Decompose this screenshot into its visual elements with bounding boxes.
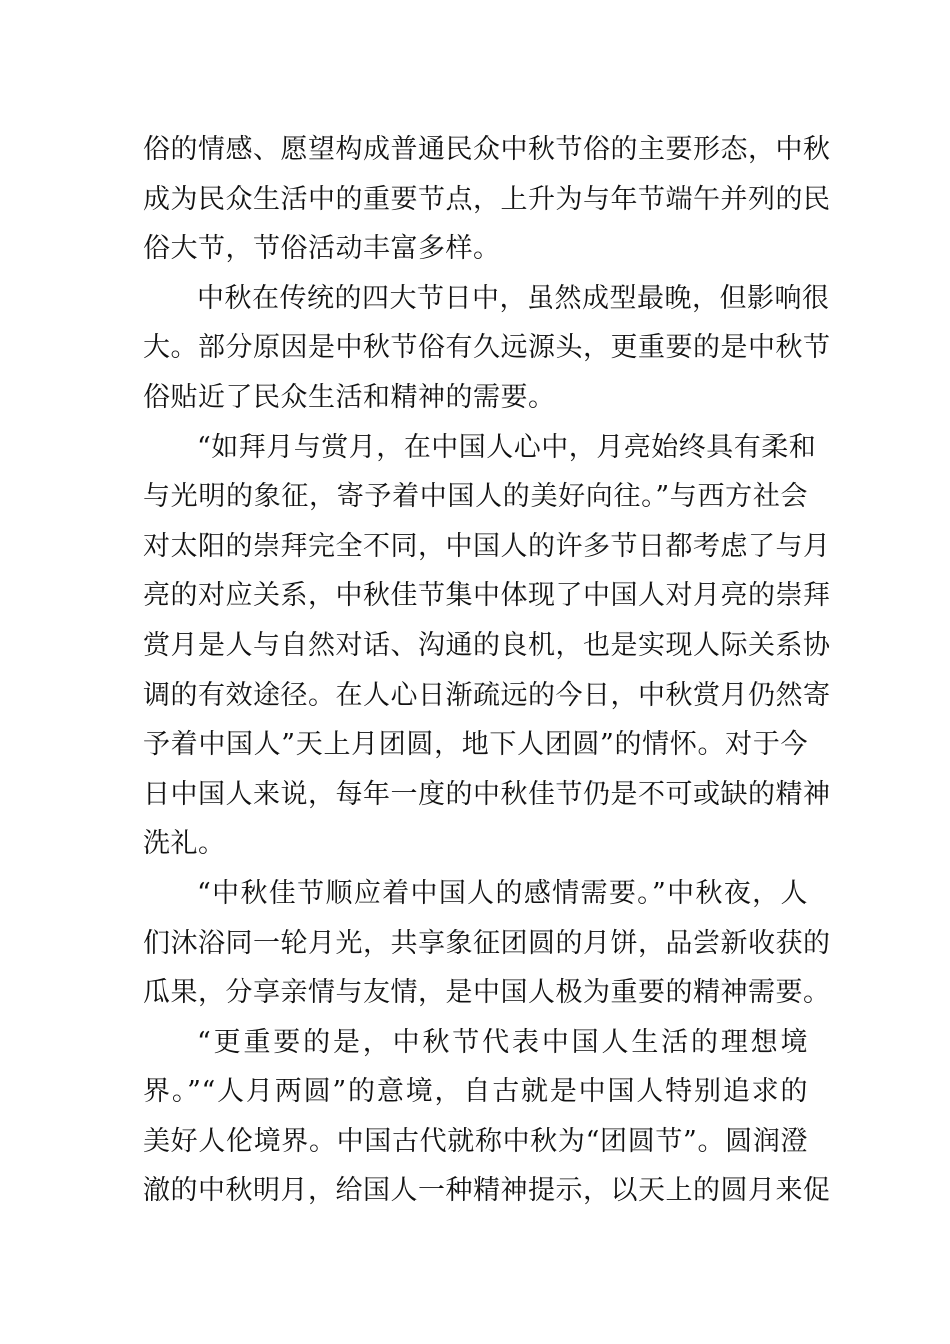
text-line: 美好人伦境界。中国古代就称中秋为“团圆节”。圆润澄 xyxy=(143,1125,808,1157)
text-line: “中秋佳节顺应着中国人的感情需要。”中秋夜，人 xyxy=(197,877,808,909)
paragraph xyxy=(143,869,831,1018)
text-line: 澈的中秋明月，给国人一种精神提示，以天上的圆月来促 xyxy=(143,1175,831,1207)
text-line: 俗贴近了民众生活和精神的需要。 xyxy=(143,381,556,413)
text-line: 予着中国人”天上月团圆，地下人团圆”的情怀。对于今 xyxy=(143,729,808,761)
text-line: “如拜月与赏月，在中国人心中，月亮始终具有柔和 xyxy=(197,431,817,463)
text-line: 亮的对应关系，中秋佳节集中体现了中国人对月亮的崇拜 xyxy=(143,580,831,612)
text-line: 洗礼。 xyxy=(143,828,226,860)
text-line: 成为民众生活中的重要节点，上升为与年节端午并列的民 xyxy=(143,183,831,215)
body-text xyxy=(143,125,831,1216)
text-line: 大。部分原因是中秋节俗有久远源头，更重要的是中秋节 xyxy=(143,332,831,364)
text-line: 界。”“人月两圆”的意境，自古就是中国人特别追求的 xyxy=(143,1076,808,1108)
text-line: 俗的情感、愿望构成普通民众中秋节俗的主要形态，中秋 xyxy=(143,134,831,165)
paragraph xyxy=(143,125,831,274)
text-line: 与光明的象征，寄予着中国人的美好向往。”与西方社会 xyxy=(143,481,808,513)
paragraph xyxy=(143,1018,831,1216)
paragraph xyxy=(143,423,831,869)
text-line: 中秋在传统的四大节日中，虽然成型最晚，但影响很 xyxy=(197,282,830,314)
text-line: 赏月是人与自然对话、沟通的良机，也是实现人际关系协 xyxy=(143,629,831,661)
text-line: 们沐浴同一轮月光，共享象征团圆的月饼，品尝新收获的 xyxy=(143,927,831,959)
text-line: 瓜果，分享亲情与友情，是中国人极为重要的精神需要。 xyxy=(143,977,831,1009)
text-line: 调的有效途径。在人心日渐疏远的今日，中秋赏月仍然寄 xyxy=(143,679,831,711)
text-line: 俗大节，节俗活动丰富多样。 xyxy=(143,233,501,265)
text-line: 对太阳的崇拜完全不同，中国人的许多节日都考虑了与月 xyxy=(143,530,831,562)
text-line: 日中国人来说，每年一度的中秋佳节仍是不可或缺的精神 xyxy=(143,778,831,810)
text-line: “更重要的是，中秋节代表中国人生活的理想境 xyxy=(197,1026,808,1058)
paragraph xyxy=(143,274,831,423)
